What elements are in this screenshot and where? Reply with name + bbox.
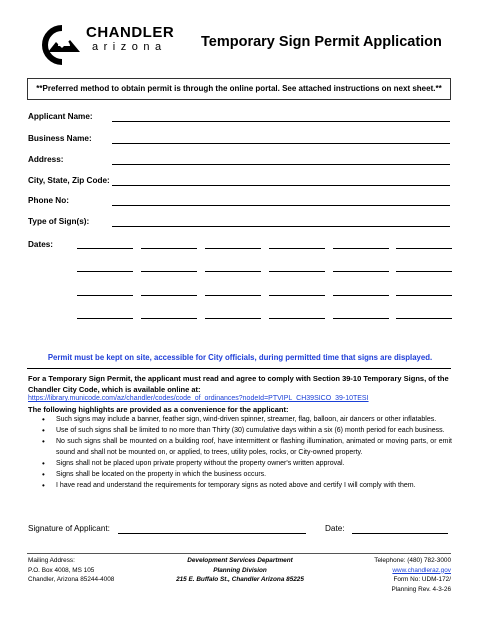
dates-label: Dates: bbox=[28, 240, 54, 249]
date-blank-field[interactable] bbox=[77, 271, 133, 272]
date-blank-field[interactable] bbox=[396, 295, 452, 296]
logo-sun-icon bbox=[58, 40, 70, 46]
footer-revision: Planning Rev. 4-3-26 bbox=[391, 585, 451, 593]
date-blank-field[interactable] bbox=[205, 318, 261, 319]
business-name-label: Business Name: bbox=[28, 134, 92, 143]
date-blank-field[interactable] bbox=[205, 271, 261, 272]
applicant-name-field[interactable] bbox=[112, 121, 450, 122]
city-state-zip-label: City, State, Zip Code: bbox=[28, 176, 110, 185]
sign-type-label: Type of Sign(s): bbox=[28, 217, 90, 226]
date-blank-field[interactable] bbox=[205, 295, 261, 296]
highlights-title: The following highlights are provided as a convenience for the applicant: bbox=[28, 405, 289, 414]
date-blank-field[interactable] bbox=[269, 248, 325, 249]
date-blank-field[interactable] bbox=[205, 248, 261, 249]
footer-text: Development Services Department bbox=[187, 557, 293, 564]
logo-subtitle: arizona bbox=[92, 41, 167, 53]
requirements-intro: For a Temporary Sign Permit, the applicant must read and agree to comply with Section 39-10 Temporary Signs, of the Chandler City Code, which is available online at: bbox=[28, 374, 449, 394]
address-field[interactable] bbox=[112, 164, 450, 165]
business-name-field[interactable] bbox=[112, 143, 450, 144]
list-item: • No such signs shall be mounted on a building roof, have intermittent or flashing illumination, animated or moving parts, or emit sound and shall not be mounted on, or applied, to trees, utility poles, rocks, or City-owned property. bbox=[28, 437, 452, 458]
footer-department bbox=[150, 556, 330, 585]
footer-form-no: Form No: UDM-172/ bbox=[393, 576, 451, 583]
phone-field[interactable] bbox=[112, 205, 450, 206]
footer-divider bbox=[27, 553, 451, 554]
date-blank-field[interactable] bbox=[141, 295, 197, 296]
date-blank-field[interactable] bbox=[333, 271, 389, 272]
notice-box bbox=[27, 78, 451, 100]
city-code-link[interactable]: https://library.municode.com/az/chandler/codes/code_of_ordinances?nodeId=PTVIPL_CH39SICO_39-10TESI bbox=[28, 395, 369, 402]
footer-text: Mailing Address: bbox=[28, 557, 75, 564]
footer-text: Chandler, Arizona 85244-4008 bbox=[28, 576, 115, 583]
date-blank-field[interactable] bbox=[77, 248, 133, 249]
date-label: Date: bbox=[325, 524, 345, 533]
date-blank-field[interactable] bbox=[396, 271, 452, 272]
date-blank-field[interactable] bbox=[396, 248, 452, 249]
date-blank-field[interactable] bbox=[141, 271, 197, 272]
date-blank-field[interactable] bbox=[333, 318, 389, 319]
applicant-name-label: Applicant Name: bbox=[28, 112, 93, 121]
section-divider bbox=[27, 368, 451, 369]
footer-phone: Telephone: (480) 782-3000 bbox=[374, 557, 451, 564]
page-title: Temporary Sign Permit Application bbox=[201, 34, 442, 50]
date-blank-field[interactable] bbox=[269, 271, 325, 272]
address-label: Address: bbox=[28, 155, 64, 164]
permit-notice: Permit must be kept on site, accessible for City officials, during permitted time that signs are displayed. bbox=[47, 353, 433, 362]
list-item: • Signs shall not be placed upon private property without the property owner's written approval. bbox=[28, 459, 452, 470]
date-blank-field[interactable] bbox=[77, 318, 133, 319]
footer-text: Planning Division bbox=[213, 566, 267, 574]
footer-text: 215 E. Buffalo St., Chandler Arizona 85225 bbox=[176, 576, 304, 583]
highlights-list bbox=[28, 415, 452, 492]
city-state-zip-field[interactable] bbox=[112, 185, 450, 186]
signature-label: Signature of Applicant: bbox=[28, 524, 110, 533]
date-blank-field[interactable] bbox=[269, 318, 325, 319]
list-item: • Such signs may include a banner, feather sign, wind-driven spinner, streamer, flag, balloon, air dancers or other inflatables. bbox=[28, 415, 452, 426]
footer-website-link[interactable]: www.chandleraz.gov bbox=[392, 566, 451, 574]
date-blank-field[interactable] bbox=[77, 295, 133, 296]
notice-text: **Preferred method to obtain permit is through the online portal. See attached instructions on next sheet.** bbox=[36, 84, 442, 93]
phone-label: Phone No: bbox=[28, 196, 69, 205]
signature-field[interactable] bbox=[118, 533, 306, 534]
date-blank-field[interactable] bbox=[333, 248, 389, 249]
date-blank-field[interactable] bbox=[269, 295, 325, 296]
date-blank-field[interactable] bbox=[333, 295, 389, 296]
footer-text: P.O. Box 4008, MS 105 bbox=[28, 566, 95, 574]
date-blank-field[interactable] bbox=[141, 318, 197, 319]
footer-contact bbox=[320, 556, 451, 594]
list-item: • I have read and understand the requirements for temporary signs as noted above and certify I will comply with them. bbox=[28, 481, 452, 492]
logo-wordmark: CHANDLER bbox=[86, 24, 175, 41]
sign-type-field[interactable] bbox=[112, 226, 450, 227]
date-blank-field[interactable] bbox=[396, 318, 452, 319]
date-blank-field[interactable] bbox=[141, 248, 197, 249]
date-field[interactable] bbox=[352, 533, 448, 534]
footer-mailing-address bbox=[28, 556, 114, 585]
list-item: • Signs shall be located on the property in which the business occurs. bbox=[28, 470, 452, 481]
list-item: • Use of such signs shall be limited to no more than Thirty (30) cumulative days within a six (6) month period for each business. bbox=[28, 426, 452, 437]
